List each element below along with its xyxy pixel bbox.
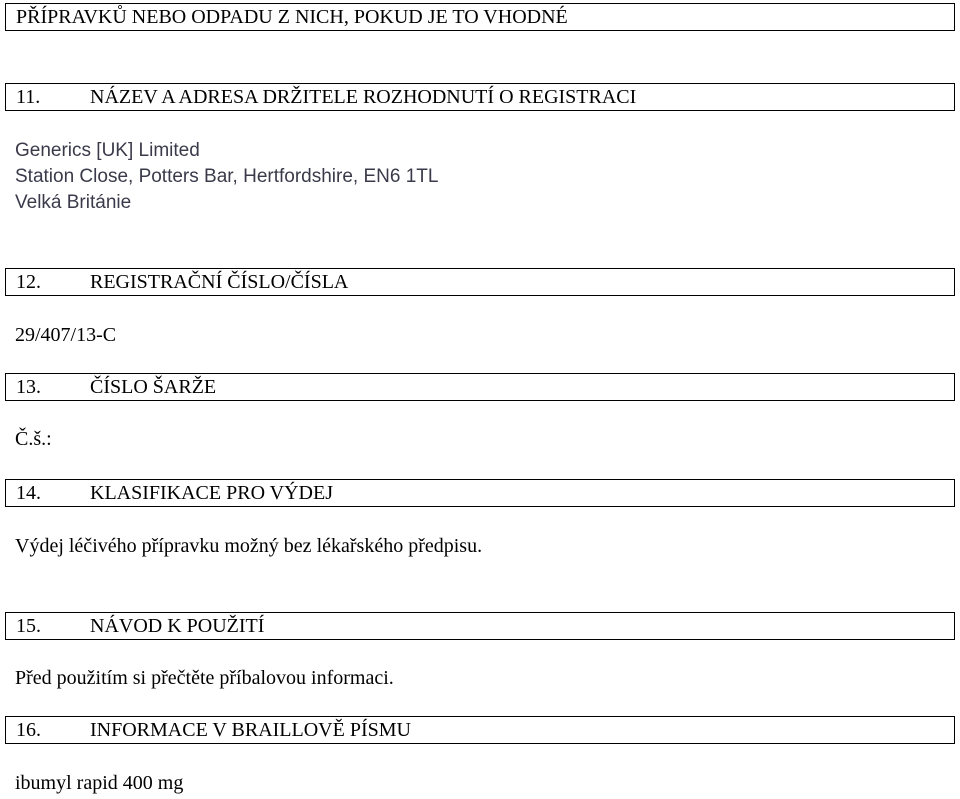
section-12-heading-box [5,268,955,296]
section-16-title: INFORMACE V BRAILLOVĚ PÍSMU [90,719,411,741]
section-12-title: REGISTRAČNÍ ČÍSLO/ČÍSLA [90,271,349,293]
section-10-heading-text: PŘÍPRAVKŮ NEBO ODPADU Z NICH, POKUD JE TO VHODNÉ [16,6,568,28]
section-15-title: NÁVOD K POUŽITÍ [90,615,265,637]
section-14-heading-box [5,479,955,507]
section-11-number: 11. [16,86,41,108]
instructions-for-use: Před použitím si přečtěte příbalovou informaci. [15,667,394,689]
registration-number: 29/407/13-C [15,324,117,346]
section-13-title: ČÍSLO ŠARŽE [90,376,217,398]
section-11-heading-box [5,83,955,111]
section-12-number: 12. [16,271,41,293]
section-14-number: 14. [16,482,41,504]
braille-text: ibumyl rapid 400 mg [15,772,184,794]
dispensing-classification: Výdej léčivého přípravku možný bez lékařského předpisu. [15,535,483,557]
batch-number-label: Č.š.: [15,428,52,450]
section-14-title: KLASIFIKACE PRO VÝDEJ [90,482,333,504]
section-13-heading-box [5,373,955,401]
section-16-heading-box [5,716,955,744]
section-15-heading-box [5,612,955,640]
holder-address: Station Close, Potters Bar, Hertfordshire, EN6 1TL [15,166,439,187]
holder-country: Velká Británie [15,192,132,213]
holder-name: Generics [UK] Limited [15,140,200,161]
section-16-number: 16. [16,719,41,741]
section-13-number: 13. [16,376,41,398]
section-10-heading-box [5,3,955,31]
section-15-number: 15. [16,615,41,637]
section-11-title: NÁZEV A ADRESA DRŽITELE ROZHODNUTÍ O REGISTRACI [90,86,637,108]
